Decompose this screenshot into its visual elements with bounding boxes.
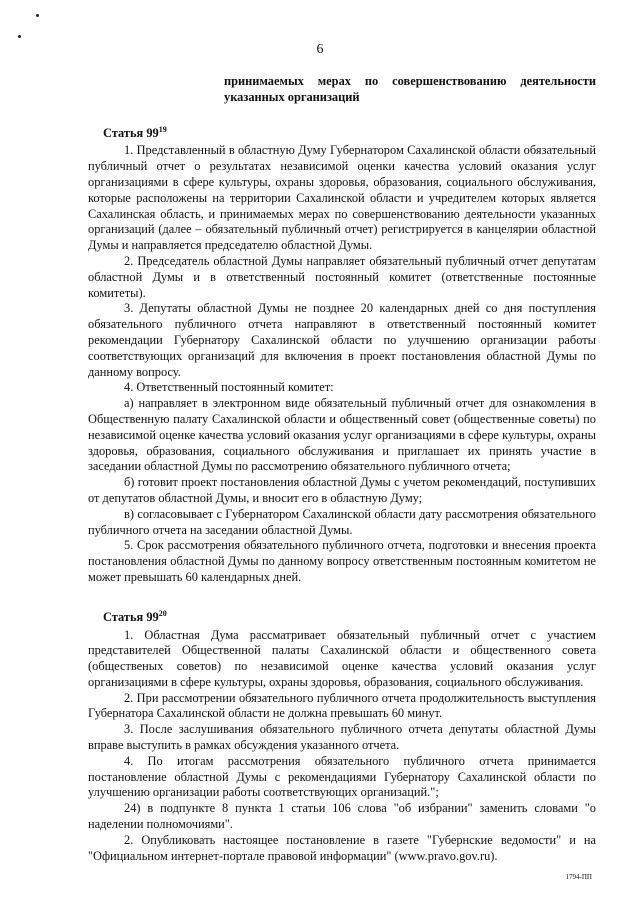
article-paragraph: 5. Срок рассмотрения обязательного публичного отчета, подготовки и внесения проекта постановления областной Думы по данному вопросу ответственным постоянным комитетом не может превышать 60 календарных дней. bbox=[88, 538, 596, 584]
article-paragraph: 4. Ответственный постоянный комитет: bbox=[124, 380, 334, 395]
amendment-item: 24) в подпункте 8 пункта 1 статьи 106 слова "об избрании" заменить словами "о наделении полномочиями". bbox=[88, 801, 596, 832]
article-paragraph: 4. По итогам рассмотрения обязательного публичного отчета принимается постановление областной Думы с рекомендациями Губернатору Сахалинской области по улучшению организации работы соответствующих организаций."; bbox=[88, 753, 596, 800]
scan-speck bbox=[18, 35, 21, 38]
document-code: 1794-ПП bbox=[565, 873, 592, 881]
article-paragraph: 3. После заслушивания обязательного публичного отчета депутаты областной Думы вправе выступить в рамках обсуждения указанного отчета. bbox=[88, 722, 596, 753]
article-paragraph: 1. Областная Дума рассматривает обязательный публичный отчет с участием представителей Общественной палаты Сахалинской области и общественного совета (общественых советов) по независимой оценке качества условий оказания услуг организациями в сфере культуры, охраны здоровья, образования, социального обслуживания. bbox=[88, 627, 596, 689]
article-subparagraph: б) готовит проект постановления областной Думы с учетом рекомендаций, поступивших от депутатов областной Думы, и вносит его в областную Думу; bbox=[88, 475, 596, 505]
article-99-19-title: Статья $99^{19}$ bbox=[103, 124, 167, 140]
document-body bbox=[88, 74, 596, 864]
article-paragraph: 1. Представленный в областную Думу Губернатором Сахалинской области обязательный публичный отчет о результатах независимой оценки качества условий оказания услуг организациями в сфере культуры, охраны здоровья, образования, социального обслуживания, которые расположены на территории Сахалинской области и учредителем которых является Сахалинская область, и принимаемых мерах по совершенствованию деятельности указанных организаций (далее – обязательный публичный отчет) регистрируется в канцелярии областной Думы и направляется председателю областной Думы. bbox=[88, 143, 596, 253]
scan-speck bbox=[36, 14, 39, 17]
article-paragraph: 2. При рассмотрении обязательного публичного отчета продолжительность выступления Губернатора Сахалинской области не должна превышать 60 минут. bbox=[88, 690, 596, 721]
page-number: 6 bbox=[316, 42, 324, 57]
article-subparagraph: в) согласовывает с Губернатором Сахалинской области дату рассмотрения обязательного публичного отчета на заседании областной Думы. bbox=[88, 506, 596, 537]
article-subparagraph: а) направляет в электронном виде обязательный публичный отчет для ознакомления в Общественную палату Сахалинской области и общественный совет (общественные советы) по независимой оценке качества условий оказания услуг организациями в сфере культуры, охраны здоровья, образования, социального обслуживания и приглашает их принять участие в заседании областной Думы по рассмотрению обязательного публичного отчета; bbox=[88, 396, 596, 474]
article-paragraph: 3. Депутаты областной Думы не позднее 20 календарных дней со дня поступления обязательного публичного отчета направляют в ответственный постоянный комитет рекомендации Губернатору Сахалинской области по улучшению организации работы соответствующих организаций для включения в проект постановления областной Думы по данному вопросу. bbox=[88, 301, 596, 379]
publication-clause: 2. Опубликовать настоящее постановление в газете "Губернские ведомости" и на "Официальном интернет-портале правовой информации" (www.pravo.gov.ru). bbox=[88, 832, 596, 863]
article-paragraph: 2. Председатель областной Думы направляет обязательный публичный отчет депутатам областной Думы и в ответственный постоянный комитет (ответственные постоянные комитеты). bbox=[88, 253, 596, 300]
heading-continuation: принимаемых мерах по совершенствованию деятельности указанных организаций bbox=[224, 74, 596, 104]
article-99-20-title: Статья $99^{20}$ bbox=[103, 608, 167, 624]
